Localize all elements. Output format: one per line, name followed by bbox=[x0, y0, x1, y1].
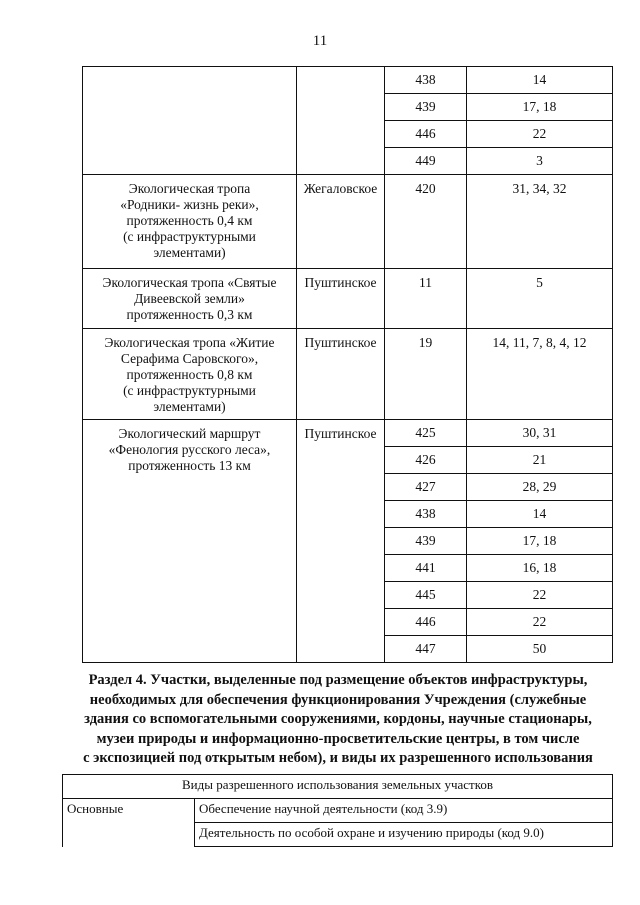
table-row bbox=[83, 67, 613, 94]
plots-cell: 22 bbox=[467, 609, 613, 636]
forestry-cell-empty bbox=[297, 67, 385, 175]
quarter-cell: 446 bbox=[385, 609, 467, 636]
table-row bbox=[83, 329, 613, 420]
route-forestry-cell: Пуштинское bbox=[297, 420, 385, 663]
table-row bbox=[83, 175, 613, 269]
plots-cell: 22 bbox=[467, 121, 613, 148]
page-number: 11 bbox=[312, 33, 328, 49]
forestry-cell: Пуштинское bbox=[297, 329, 385, 420]
table-row bbox=[83, 420, 613, 447]
quarter-cell: 439 bbox=[385, 528, 467, 555]
plots-cell: 22 bbox=[467, 582, 613, 609]
object-name-cell: Экологическая тропа «Святые Дивеевской земли» протяженность 0,3 км bbox=[83, 269, 297, 329]
quarter-cell: 439 bbox=[385, 94, 467, 121]
heading-line: необходимых для обеспечения функционирования Учреждения (служебные bbox=[89, 691, 587, 708]
permitted-uses-table bbox=[62, 774, 613, 847]
quarter-cell: 427 bbox=[385, 474, 467, 501]
plots-cell: 50 bbox=[467, 636, 613, 663]
quarter-cell: 438 bbox=[385, 501, 467, 528]
uses-item-cell: Деятельность по особой охране и изучению природы (код 9.0) bbox=[195, 823, 613, 847]
forestry-cell: Пуштинское bbox=[297, 269, 385, 329]
quarter-cell: 19 bbox=[385, 329, 467, 420]
uses-category-cell: Основные bbox=[63, 799, 195, 847]
plots-cell: 14, 11, 7, 8, 4, 12 bbox=[467, 329, 613, 420]
plots-cell: 28, 29 bbox=[467, 474, 613, 501]
plots-cell: 21 bbox=[467, 447, 613, 474]
quarter-cell: 425 bbox=[385, 420, 467, 447]
heading-line: здания со вспомогательными сооружениями, кордоны, научные стационары, bbox=[84, 711, 592, 727]
table-row bbox=[83, 269, 613, 329]
plots-cell: 16, 18 bbox=[467, 555, 613, 582]
quarter-cell: 447 bbox=[385, 636, 467, 663]
uses-item-cell: Обеспечение научной деятельности (код 3.9) bbox=[195, 799, 613, 823]
plots-cell: 5 bbox=[467, 269, 613, 329]
forestry-cell: Жегаловское bbox=[297, 175, 385, 269]
object-cell-empty bbox=[83, 67, 297, 175]
quarter-cell: 445 bbox=[385, 582, 467, 609]
plots-cell: 31, 34, 32 bbox=[467, 175, 613, 269]
quarter-cell: 449 bbox=[385, 148, 467, 175]
plots-cell: 30, 31 bbox=[467, 420, 613, 447]
plots-cell: 14 bbox=[467, 67, 613, 94]
protected-area-objects-table bbox=[82, 66, 613, 663]
heading-line: музеи природы и информационно-просветительские центры, в том числе bbox=[96, 730, 580, 747]
object-name-cell: Экологическая тропа «Родники- жизнь реки», протяженность 0,4 км (с инфраструктурными элементами) bbox=[83, 175, 297, 269]
table-row bbox=[63, 799, 613, 823]
plots-cell: 17, 18 bbox=[467, 528, 613, 555]
quarter-cell: 426 bbox=[385, 447, 467, 474]
plots-cell: 17, 18 bbox=[467, 94, 613, 121]
plots-cell: 3 bbox=[467, 148, 613, 175]
quarter-cell: 438 bbox=[385, 67, 467, 94]
section-4-heading bbox=[60, 671, 616, 769]
uses-table-header: Виды разрешенного использования земельных участков bbox=[63, 775, 613, 799]
object-name-cell: Экологическая тропа «Житие Серафима Саровского», протяженность 0,8 км (с инфраструктурными элементами) bbox=[83, 329, 297, 420]
heading-line: Раздел 4. Участки, выделенные под размещение объектов инфраструктуры, bbox=[88, 672, 588, 688]
quarter-cell: 11 bbox=[385, 269, 467, 329]
table-row bbox=[63, 775, 613, 799]
quarter-cell: 441 bbox=[385, 555, 467, 582]
quarter-cell: 420 bbox=[385, 175, 467, 269]
quarter-cell: 446 bbox=[385, 121, 467, 148]
heading-line: с экспозицией под открытым небом), и виды их разрешенного использования bbox=[83, 750, 593, 766]
route-name-cell: Экологический маршрут «Фенология русского леса», протяженность 13 км bbox=[83, 420, 297, 663]
plots-cell: 14 bbox=[467, 501, 613, 528]
